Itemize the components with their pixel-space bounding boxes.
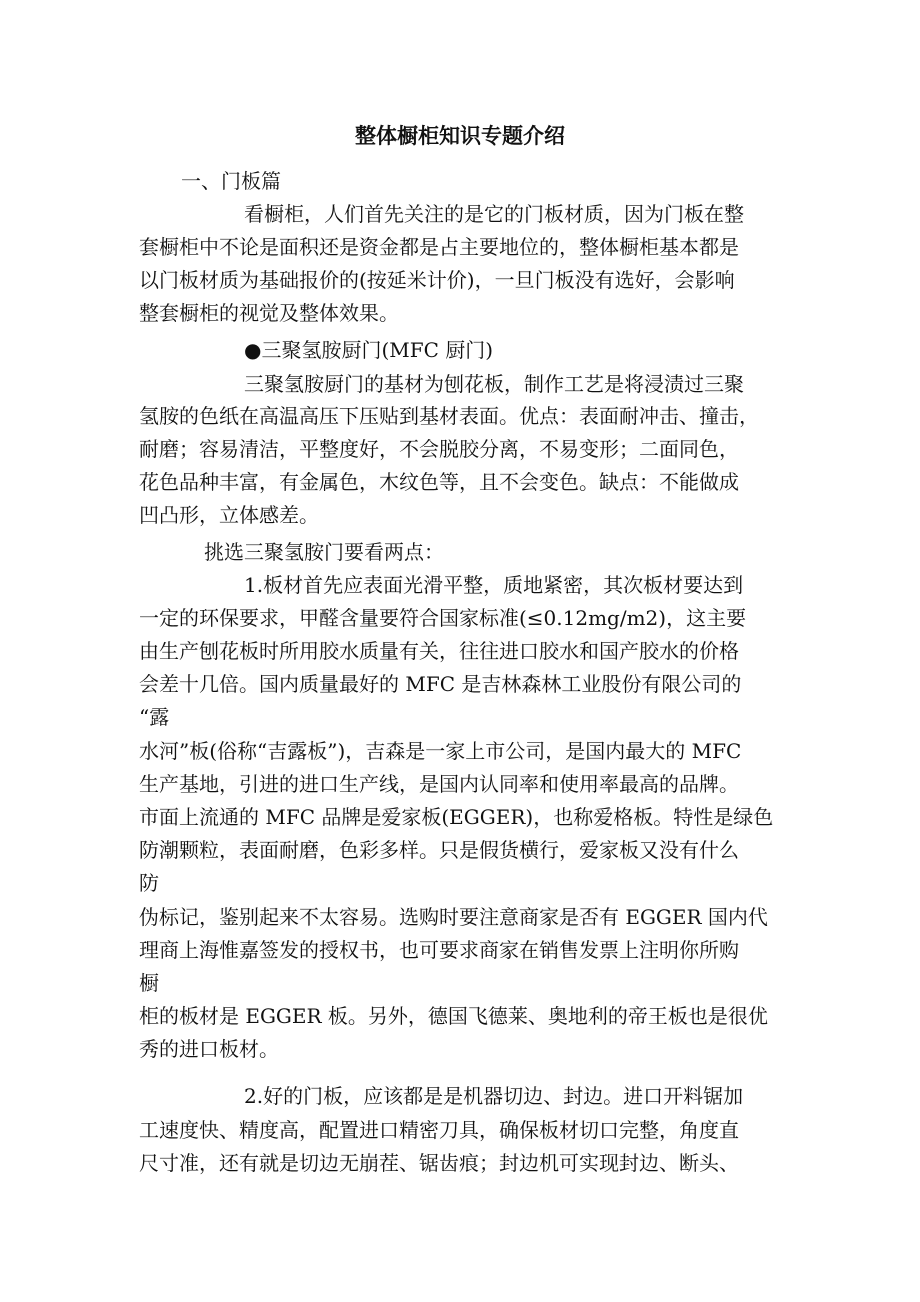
mfc-line: 耐磨；容易清洁，平整度好，不会脱胶分离，不易变形；二面同色，	[139, 437, 739, 461]
point1-line: 一定的环保要求，甲醛含量要符合国家标准(≤0.12mg/m2)，这主要	[139, 606, 747, 630]
mfc-line: 三聚氢胺厨门的基材为刨花板，制作工艺是将浸渍过三聚	[244, 372, 744, 396]
intro-line: 以门板材质为基础报价的(按延米计价)，一旦门板没有选好，会影响	[139, 268, 735, 292]
point1-line: 市面上流通的 MFC 品牌是爱家板(EGGER)，也称爱格板。特性是绿色	[139, 805, 774, 829]
selection-heading: 挑选三聚氢胺门要看两点：	[204, 540, 444, 564]
point1-line: 1.板材首先应表面光滑平整，质地紧密，其次板材要达到	[244, 573, 744, 597]
point2-line: 2.好的门板，应该都是是机器切边、封边。进口开料锯加	[244, 1084, 744, 1108]
point1-line: 理商上海惟嘉签发的授权书，也可要求商家在销售发票上注明你所购	[139, 938, 739, 962]
mfc-line: 氢胺的色纸在高温高压下压贴到基材表面。优点：表面耐冲击、撞击，	[139, 404, 759, 428]
point1-line: 防潮颗粒，表面耐磨，色彩多样。只是假货横行，爱家板又没有什么	[139, 838, 739, 862]
point1-line: 柜的板材是 EGGER 板。另外，德国飞德莱、奥地利的帝王板也是很优	[139, 1004, 768, 1028]
point2-line: 工速度快、精度高，配置进口精密刀具，确保板材切口完整，角度直	[139, 1118, 739, 1142]
intro-line: 整套橱柜的视觉及整体效果。	[139, 301, 399, 325]
document-title: 整体橱柜知识专题介绍	[355, 123, 565, 148]
point1-line: 伪标记，鉴别起来不太容易。选购时要注意商家是否有 EGGER 国内代	[139, 905, 768, 929]
intro-line: 看橱柜，人们首先关注的是它的门板材质，因为门板在整	[244, 202, 744, 226]
point1-line: 会差十几倍。国内质量最好的 MFC 是吉林森林工业股份有限公司的	[139, 672, 742, 696]
bullet-heading: ●三聚氢胺厨门(MFC 厨门)	[244, 338, 494, 362]
point2-line: 尺寸准，还有就是切边无崩茬、锯齿痕；封边机可实现封边、断头、	[139, 1151, 739, 1175]
point1-line: 水河”板(俗称“吉露板”)，吉森是一家上市公司，是国内最大的 MFC	[139, 739, 742, 763]
point1-line: 秀的进口板材。	[139, 1037, 279, 1061]
mfc-line: 凹凸形，立体感差。	[139, 503, 319, 527]
point1-line: “露	[139, 705, 170, 729]
section-heading: 一、门板篇	[181, 169, 281, 193]
point1-line: 由生产刨花板时所用胶水质量有关，往往进口胶水和国产胶水的价格	[139, 639, 739, 663]
mfc-line: 花色品种丰富，有金属色，木纹色等，且不会变色。缺点：不能做成	[139, 470, 739, 494]
intro-line: 套橱柜中不论是面积还是资金都是占主要地位的，整体橱柜基本都是	[139, 235, 739, 259]
point1-line: 生产基地，引进的进口生产线，是国内认同率和使用率最高的品牌。	[139, 772, 739, 796]
point1-line: 防	[139, 871, 159, 895]
point1-line: 橱	[139, 971, 159, 995]
